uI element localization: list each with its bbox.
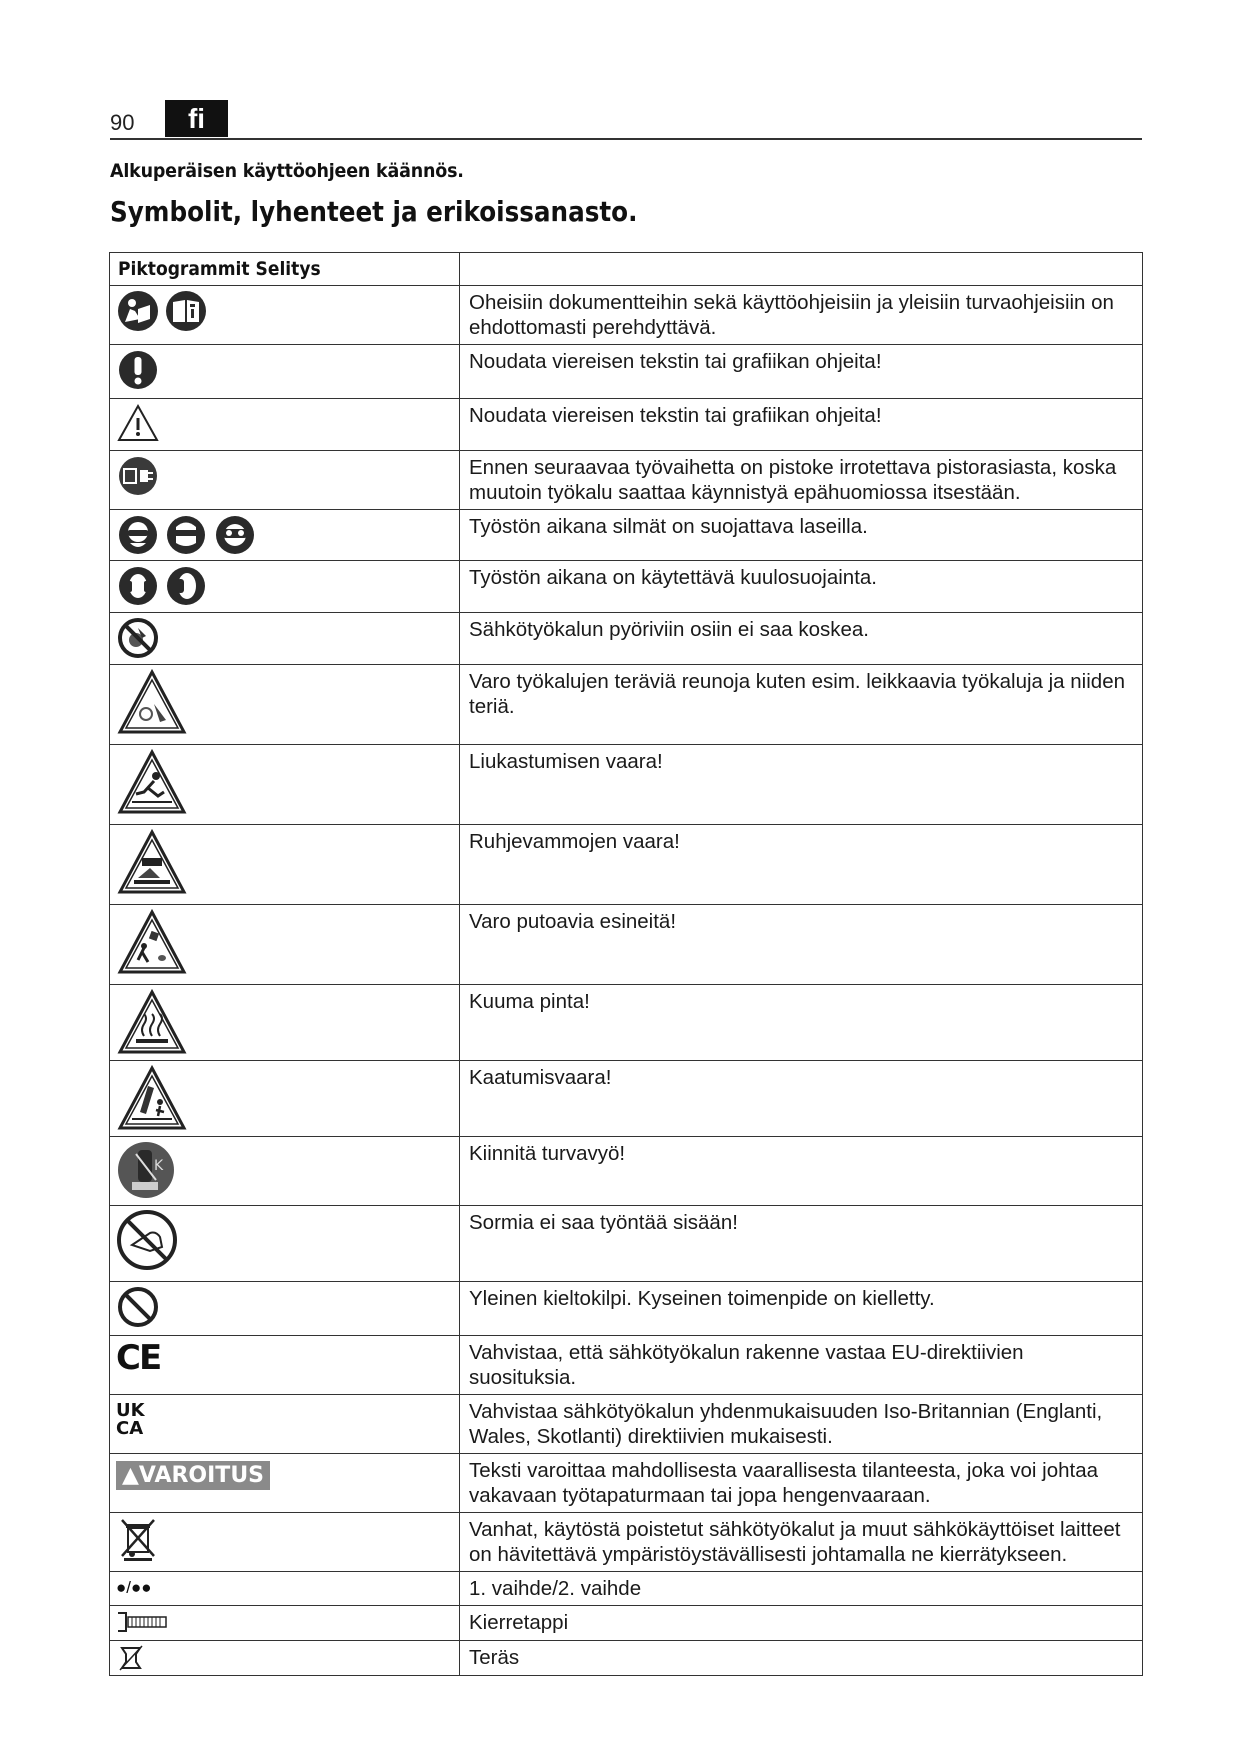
row-description: Varo työkalujen teräviä reunoja kuten esim. leikkaavia työkaluja ja niiden teriä. [460,665,1143,745]
row-description: Kuuma pinta! [460,985,1143,1061]
table-row [110,1454,1143,1513]
row-description: Varo putoavia esineitä! [460,905,1143,985]
ce-mark-icon: CE [116,1338,161,1378]
page-title: Symbolit, lyhenteet ja erikoissanasto. [110,195,638,228]
seatbelt-icon [116,1140,176,1200]
language-badge: fi [165,100,228,137]
row-description: Oheisiin dokumentteihin sekä käyttöohjeisiin ja yleisiin turvaohjeisiin on ehdottomasti perehdyttävä. [460,286,1143,345]
row-description: Teräs [460,1641,1143,1676]
row-description: Liukastumisen vaara! [460,745,1143,825]
no-fingers-icon [116,1209,178,1271]
table-row [110,825,1143,905]
face-shield-icon [164,513,208,557]
table-row [110,1395,1143,1454]
table-header-description [460,253,1143,286]
slip-warning-icon [116,748,188,816]
exclamation-icon [116,348,160,392]
ukca-mark-icon: UK CA [116,1400,145,1439]
table-row [110,745,1143,825]
table-row [110,1137,1143,1206]
read-manual-icon [116,289,160,333]
info-book-icon [164,289,208,333]
row-description: Teksti varoittaa mahdollisesta vaarallisesta tilanteesta, joka voi johtaa vakavaan työtapaturmaan tai jopa hengenvaaraan. [460,1454,1143,1513]
falling-objects-warning-icon [116,908,188,976]
table-row [110,1061,1143,1137]
row-description: Kierretappi [460,1606,1143,1641]
svg-text:K: K [154,1158,164,1174]
threaded-spindle-icon [116,1609,170,1635]
hot-surface-warning-icon [116,988,188,1056]
table-row [110,1641,1143,1676]
row-description: Sormia ei saa työntää sisään! [460,1206,1143,1282]
table-row [110,451,1143,510]
sharp-edges-warning-icon [116,668,188,736]
page-header [110,100,1142,140]
table-row [110,345,1143,399]
translation-note: Alkuperäisen käyttöohjeen käännös. [110,160,464,182]
table-row [110,1513,1143,1572]
row-description: Vahvistaa, että sähkötyökalun rakenne vastaa EU-direktiivien suosituksia. [460,1336,1143,1395]
table-row [110,399,1143,451]
row-description: Kiinnitä turvavyö! [460,1137,1143,1206]
no-touch-rotating-icon [116,616,160,660]
row-description: Noudata viereisen tekstin tai grafiikan ohjeita! [460,399,1143,451]
steel-icon [116,1644,146,1672]
table-row [110,1606,1143,1641]
table-row [110,510,1143,561]
row-description: 1. vaihde/2. vaihde [460,1572,1143,1606]
table-row [110,665,1143,745]
row-description: Vanhat, käytöstä poistetut sähkötyökalut ja muut sähkökäyttöiset laitteet on hävitettävä ympäristöystävällisesti johtamalla ne kierrätykseen. [460,1513,1143,1572]
tip-over-warning-icon [116,1064,188,1132]
symbols-table [109,252,1143,1676]
row-description: Kaatumisvaara! [460,1061,1143,1137]
goggles-icon [213,513,257,557]
row-description: Työstön aikana silmät on suojattava laseilla. [460,510,1143,561]
gear-dots-icon: ●/●● [116,1578,152,1597]
row-description: Noudata viereisen tekstin tai grafiikan ohjeita! [460,345,1143,399]
row-description: Työstön aikana on käytettävä kuulosuojainta. [460,561,1143,613]
row-description: Yleinen kieltokilpi. Kyseinen toimenpide on kielletty. [460,1282,1143,1336]
table-row [110,561,1143,613]
row-description: Ruhjevammojen vaara! [460,825,1143,905]
row-description: Ennen seuraavaa työvaihetta on pistoke irrotettava pistorasiasta, koska muutoin työkalu saattaa käynnistyä epähuomiossa itsestään. [460,451,1143,510]
table-header-pictograms: Piktogrammit Selitys [110,253,460,286]
weee-bin-icon [116,1516,160,1562]
prohibition-icon [116,1285,160,1329]
ear-protection-icon [116,564,160,608]
table-row [110,985,1143,1061]
warning-triangle-icon [116,402,160,446]
table-row [110,613,1143,665]
warning-small-icon: ▲ [122,1463,139,1488]
crush-warning-icon [116,828,188,896]
ear-muffs-icon [164,564,208,608]
table-row [110,905,1143,985]
table-row [110,1572,1143,1606]
page-number: 90 [110,110,135,135]
table-row [110,1336,1143,1395]
varoitus-label-icon: ▲VAROITUS [116,1461,270,1490]
table-row [110,1282,1143,1336]
unplug-icon [116,454,160,498]
row-description: Vahvistaa sähkötyökalun yhdenmukaisuuden Iso-Britannian (Englanti, Wales, Skotlanti) direktiivien mukaisesti. [460,1395,1143,1454]
table-row [110,1206,1143,1282]
row-description: Sähkötyökalun pyöriviin osiin ei saa koskea. [460,613,1143,665]
table-row [110,286,1143,345]
safety-glasses-icon [116,513,160,557]
